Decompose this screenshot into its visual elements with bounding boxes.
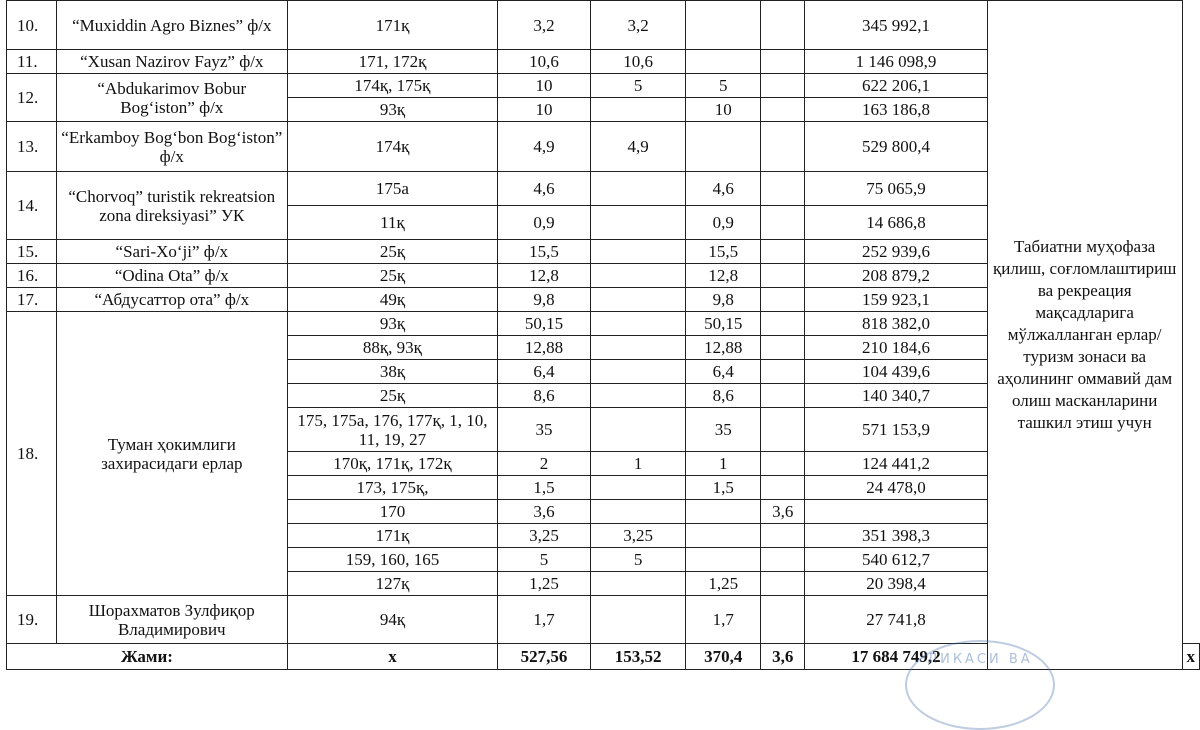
contour-cell: 171қ — [287, 524, 497, 548]
area-col2-cell — [686, 524, 761, 548]
area-total-cell: 3,6 — [497, 500, 590, 524]
contour-cell: 25қ — [287, 264, 497, 288]
area-col1-cell — [591, 408, 686, 452]
area-col1-cell: 1 — [591, 452, 686, 476]
value-cell: 104 439,6 — [805, 360, 988, 384]
contour-cell: 94қ — [287, 596, 497, 644]
area-col3-cell — [761, 524, 805, 548]
area-col1-cell — [591, 288, 686, 312]
area-col1-cell — [591, 206, 686, 240]
area-col2-cell: 35 — [686, 408, 761, 452]
area-total-cell: 10 — [497, 98, 590, 122]
value-cell: 163 186,8 — [805, 98, 988, 122]
area-col1-cell — [591, 476, 686, 500]
owner-name: Шорахматов Зулфиқор Владимирович — [56, 596, 287, 644]
area-col1-cell — [591, 500, 686, 524]
area-col2-cell — [686, 1, 761, 50]
area-col3-cell — [761, 312, 805, 336]
value-cell: 622 206,1 — [805, 74, 988, 98]
area-col3-cell — [761, 122, 805, 172]
area-col3-cell — [761, 264, 805, 288]
owner-name: “Odina Ota” ф/х — [56, 264, 287, 288]
area-col1-cell: 3,25 — [591, 524, 686, 548]
contour-cell: 171, 172қ — [287, 50, 497, 74]
owner-name: “Muxiddin Agro Biznes” ф/х — [56, 1, 287, 50]
total-col1: 153,52 — [591, 644, 686, 670]
area-col2-cell — [686, 500, 761, 524]
area-col2-cell: 0,9 — [686, 206, 761, 240]
contour-cell: 173, 175қ, — [287, 476, 497, 500]
contour-cell: 175, 175а, 176, 177қ, 1, 10, 11, 19, 27 — [287, 408, 497, 452]
area-col2-cell: 8,6 — [686, 384, 761, 408]
area-total-cell: 9,8 — [497, 288, 590, 312]
owner-name: “Chorvoq” turistik rekreatsion zona direksiyasi” УК — [56, 172, 287, 240]
total-area: 527,56 — [497, 644, 590, 670]
area-total-cell: 0,9 — [497, 206, 590, 240]
row-number: 14. — [7, 172, 57, 240]
area-col3-cell — [761, 476, 805, 500]
area-total-cell: 5 — [497, 548, 590, 572]
area-total-cell: 8,6 — [497, 384, 590, 408]
stamp-text: ЛИКАСИ ВА — [927, 652, 1033, 667]
value-cell — [805, 500, 988, 524]
area-col1-cell — [591, 384, 686, 408]
area-total-cell: 35 — [497, 408, 590, 452]
area-total-cell: 1,25 — [497, 572, 590, 596]
value-cell: 252 939,6 — [805, 240, 988, 264]
area-col3-cell — [761, 1, 805, 50]
area-col2-cell: 1,5 — [686, 476, 761, 500]
area-col2-cell — [686, 548, 761, 572]
value-cell: 75 065,9 — [805, 172, 988, 206]
area-col1-cell — [591, 360, 686, 384]
area-col3-cell — [761, 384, 805, 408]
value-cell: 140 340,7 — [805, 384, 988, 408]
land-allocation-table — [6, 0, 1200, 670]
contour-cell: 25қ — [287, 240, 497, 264]
area-col1-cell: 5 — [591, 548, 686, 572]
area-col1-cell: 3,2 — [591, 1, 686, 50]
value-cell: 27 741,8 — [805, 596, 988, 644]
area-total-cell: 50,15 — [497, 312, 590, 336]
contour-cell: 93қ — [287, 98, 497, 122]
area-col2-cell: 5 — [686, 74, 761, 98]
value-cell: 208 879,2 — [805, 264, 988, 288]
table-row — [7, 1, 1200, 50]
area-col3-cell — [761, 596, 805, 644]
area-col1-cell — [591, 172, 686, 206]
area-total-cell: 3,2 — [497, 1, 590, 50]
row-number: 15. — [7, 240, 57, 264]
area-col2-cell: 1 — [686, 452, 761, 476]
area-col2-cell: 4,6 — [686, 172, 761, 206]
area-col2-cell: 9,8 — [686, 288, 761, 312]
contour-cell: 88қ, 93қ — [287, 336, 497, 360]
area-total-cell: 10 — [497, 74, 590, 98]
area-total-cell: 10,6 — [497, 50, 590, 74]
owner-name: “Abdukarimov Bobur Bog‘iston” ф/х — [56, 74, 287, 122]
area-col3-cell — [761, 172, 805, 206]
contour-cell: 170 — [287, 500, 497, 524]
area-col3-cell — [761, 206, 805, 240]
area-col2-cell: 1,7 — [686, 596, 761, 644]
owner-name: “Xusan Nazirov Fayz” ф/х — [56, 50, 287, 74]
area-col1-cell: 4,9 — [591, 122, 686, 172]
area-total-cell: 2 — [497, 452, 590, 476]
value-cell: 571 153,9 — [805, 408, 988, 452]
contour-cell: 175а — [287, 172, 497, 206]
value-cell: 345 992,1 — [805, 1, 988, 50]
contour-cell: 25қ — [287, 384, 497, 408]
contour-cell: 170қ, 171қ, 172қ — [287, 452, 497, 476]
area-total-cell: 4,6 — [497, 172, 590, 206]
row-number: 11. — [7, 50, 57, 74]
area-total-cell: 12,8 — [497, 264, 590, 288]
area-col3-cell: 3,6 — [761, 500, 805, 524]
value-cell: 24 478,0 — [805, 476, 988, 500]
area-col3-cell — [761, 240, 805, 264]
area-col1-cell — [591, 336, 686, 360]
total-value: 17 684 749,2 — [805, 644, 988, 670]
contour-cell: 49қ — [287, 288, 497, 312]
owner-name: “Абдусаттор ота” ф/х — [56, 288, 287, 312]
row-number: 12. — [7, 74, 57, 122]
owner-name: “Sari-Xo‘ji” ф/х — [56, 240, 287, 264]
row-number: 17. — [7, 288, 57, 312]
total-purpose: x — [1182, 644, 1200, 670]
value-cell: 1 146 098,9 — [805, 50, 988, 74]
area-col2-cell: 6,4 — [686, 360, 761, 384]
value-cell: 210 184,6 — [805, 336, 988, 360]
owner-name: “Erkamboy Bog‘bon Bog‘iston” ф/х — [56, 122, 287, 172]
area-col3-cell — [761, 74, 805, 98]
area-total-cell: 15,5 — [497, 240, 590, 264]
area-total-cell: 1,5 — [497, 476, 590, 500]
area-total-cell: 4,9 — [497, 122, 590, 172]
value-cell: 540 612,7 — [805, 548, 988, 572]
value-cell: 818 382,0 — [805, 312, 988, 336]
area-col2-cell — [686, 122, 761, 172]
area-col2-cell: 10 — [686, 98, 761, 122]
area-total-cell: 3,25 — [497, 524, 590, 548]
area-total-cell: 12,88 — [497, 336, 590, 360]
row-number: 13. — [7, 122, 57, 172]
value-cell: 14 686,8 — [805, 206, 988, 240]
area-col3-cell — [761, 98, 805, 122]
value-cell: 159 923,1 — [805, 288, 988, 312]
total-contour: x — [287, 644, 497, 670]
area-col1-cell: 5 — [591, 74, 686, 98]
area-col3-cell — [761, 572, 805, 596]
contour-cell: 174қ — [287, 122, 497, 172]
area-col2-cell: 50,15 — [686, 312, 761, 336]
value-cell: 529 800,4 — [805, 122, 988, 172]
area-col1-cell — [591, 240, 686, 264]
area-col2-cell: 1,25 — [686, 572, 761, 596]
area-col1-cell — [591, 596, 686, 644]
row-number: 18. — [7, 312, 57, 596]
purpose-cell: Табиатни муҳофаза қилиш, соғломлаштириш ва рекреация мақсадларига мўлжалланган ерлар/туризм зонаси ва аҳолининг оммавий дам олиш масканларини ташкил этиш учун — [987, 1, 1182, 670]
contour-cell: 11қ — [287, 206, 497, 240]
area-col3-cell — [761, 408, 805, 452]
value-cell: 20 398,4 — [805, 572, 988, 596]
total-label: Жами: — [7, 644, 288, 670]
contour-cell: 174қ, 175қ — [287, 74, 497, 98]
contour-cell: 159, 160, 165 — [287, 548, 497, 572]
area-col2-cell: 15,5 — [686, 240, 761, 264]
contour-cell: 127қ — [287, 572, 497, 596]
area-col2-cell: 12,88 — [686, 336, 761, 360]
area-col1-cell — [591, 312, 686, 336]
area-col1-cell — [591, 572, 686, 596]
area-col3-cell — [761, 336, 805, 360]
area-col1-cell: 10,6 — [591, 50, 686, 74]
area-total-cell: 1,7 — [497, 596, 590, 644]
area-col3-cell — [761, 452, 805, 476]
contour-cell: 171қ — [287, 1, 497, 50]
value-cell: 351 398,3 — [805, 524, 988, 548]
contour-cell: 38қ — [287, 360, 497, 384]
area-col3-cell — [761, 548, 805, 572]
row-number: 10. — [7, 1, 57, 50]
contour-cell: 93қ — [287, 312, 497, 336]
total-col2: 370,4 — [686, 644, 761, 670]
area-total-cell: 6,4 — [497, 360, 590, 384]
area-col3-cell — [761, 288, 805, 312]
area-col1-cell — [591, 264, 686, 288]
row-number: 16. — [7, 264, 57, 288]
owner-name: Туман ҳокимлиги захирасидаги ерлар — [56, 312, 287, 596]
area-col2-cell: 12,8 — [686, 264, 761, 288]
value-cell: 124 441,2 — [805, 452, 988, 476]
area-col2-cell — [686, 50, 761, 74]
area-col3-cell — [761, 50, 805, 74]
area-col3-cell — [761, 360, 805, 384]
total-col3: 3,6 — [761, 644, 805, 670]
row-number: 19. — [7, 596, 57, 644]
area-col1-cell — [591, 98, 686, 122]
